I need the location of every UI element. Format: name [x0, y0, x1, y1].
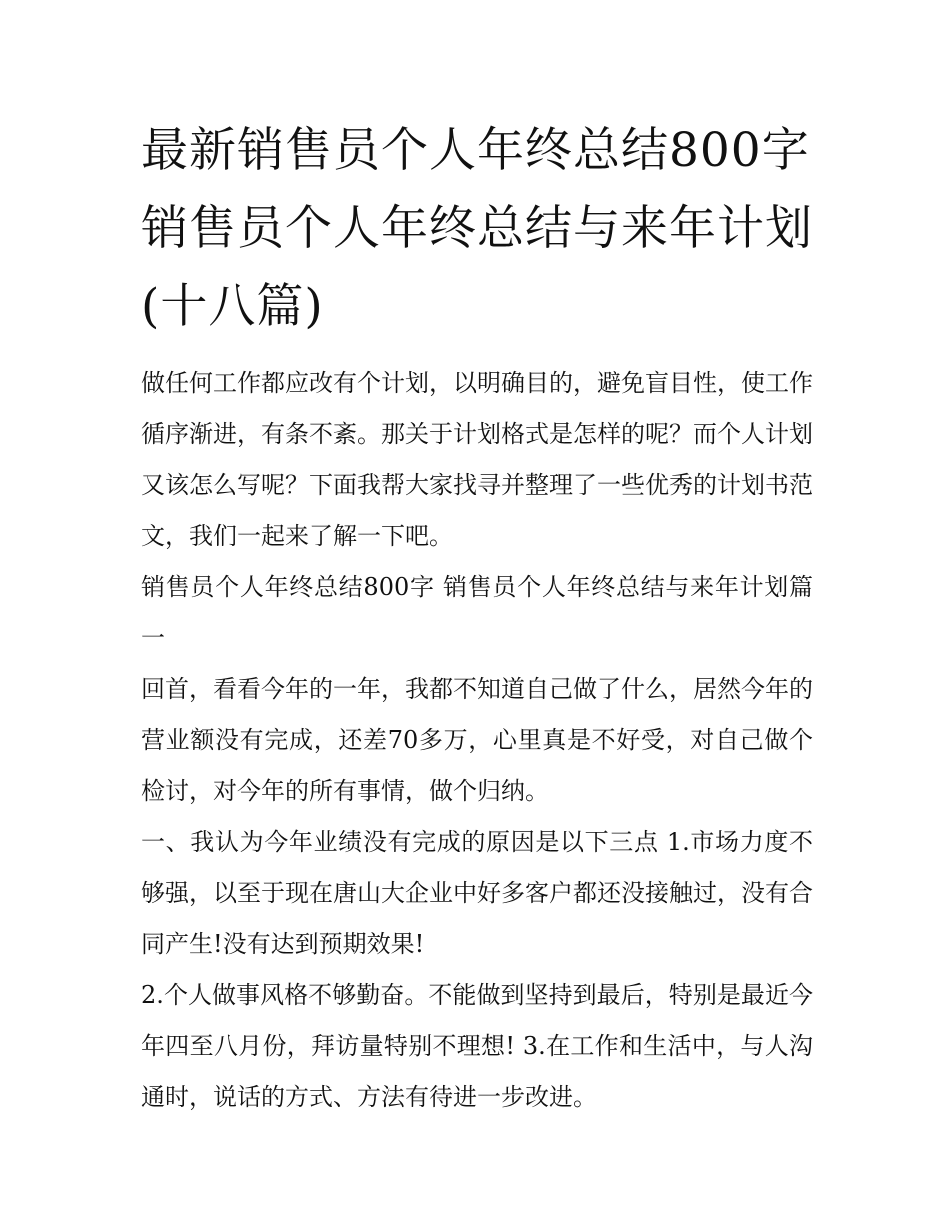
- body-paragraph: 一、我认为今年业绩没有完成的原因是以下三点 1.市场力度不够强，以至于现在唐山大企业中好多客户都还没接触过，没有合同产生!没有达到预期效果!: [141, 828, 813, 958]
- document-title: 最新销售员个人年终总结800字 销售员个人年终总结与来年计划(十八篇): [141, 123, 813, 334]
- document-body: [141, 112, 813, 1123]
- section-heading: 销售员个人年终总结800字 销售员个人年终总结与来年计划篇一: [141, 573, 813, 652]
- intro-paragraph: 做任何工作都应改有个计划，以明确目的，避免盲目性，使工作循序渐进，有条不紊。那关于计划格式是怎样的呢？而个人计划又该怎么写呢？下面我帮大家找寻并整理了一些优秀的计划书范文，我们一起来了解一下吧。: [141, 369, 813, 550]
- body-paragraph: 回首，看看今年的一年，我都不知道自己做了什么，居然今年的营业额没有完成，还差70多万，心里真是不好受，对自己做个检讨，对今年的所有事情，做个归纳。: [141, 675, 813, 805]
- body-paragraph: 2.个人做事风格不够勤奋。不能做到坚持到最后，特别是最近今年四至八月份，拜访量特别不理想! 3.在工作和生活中，与人沟通时，说话的方式、方法有待进一步改进。: [141, 981, 813, 1111]
